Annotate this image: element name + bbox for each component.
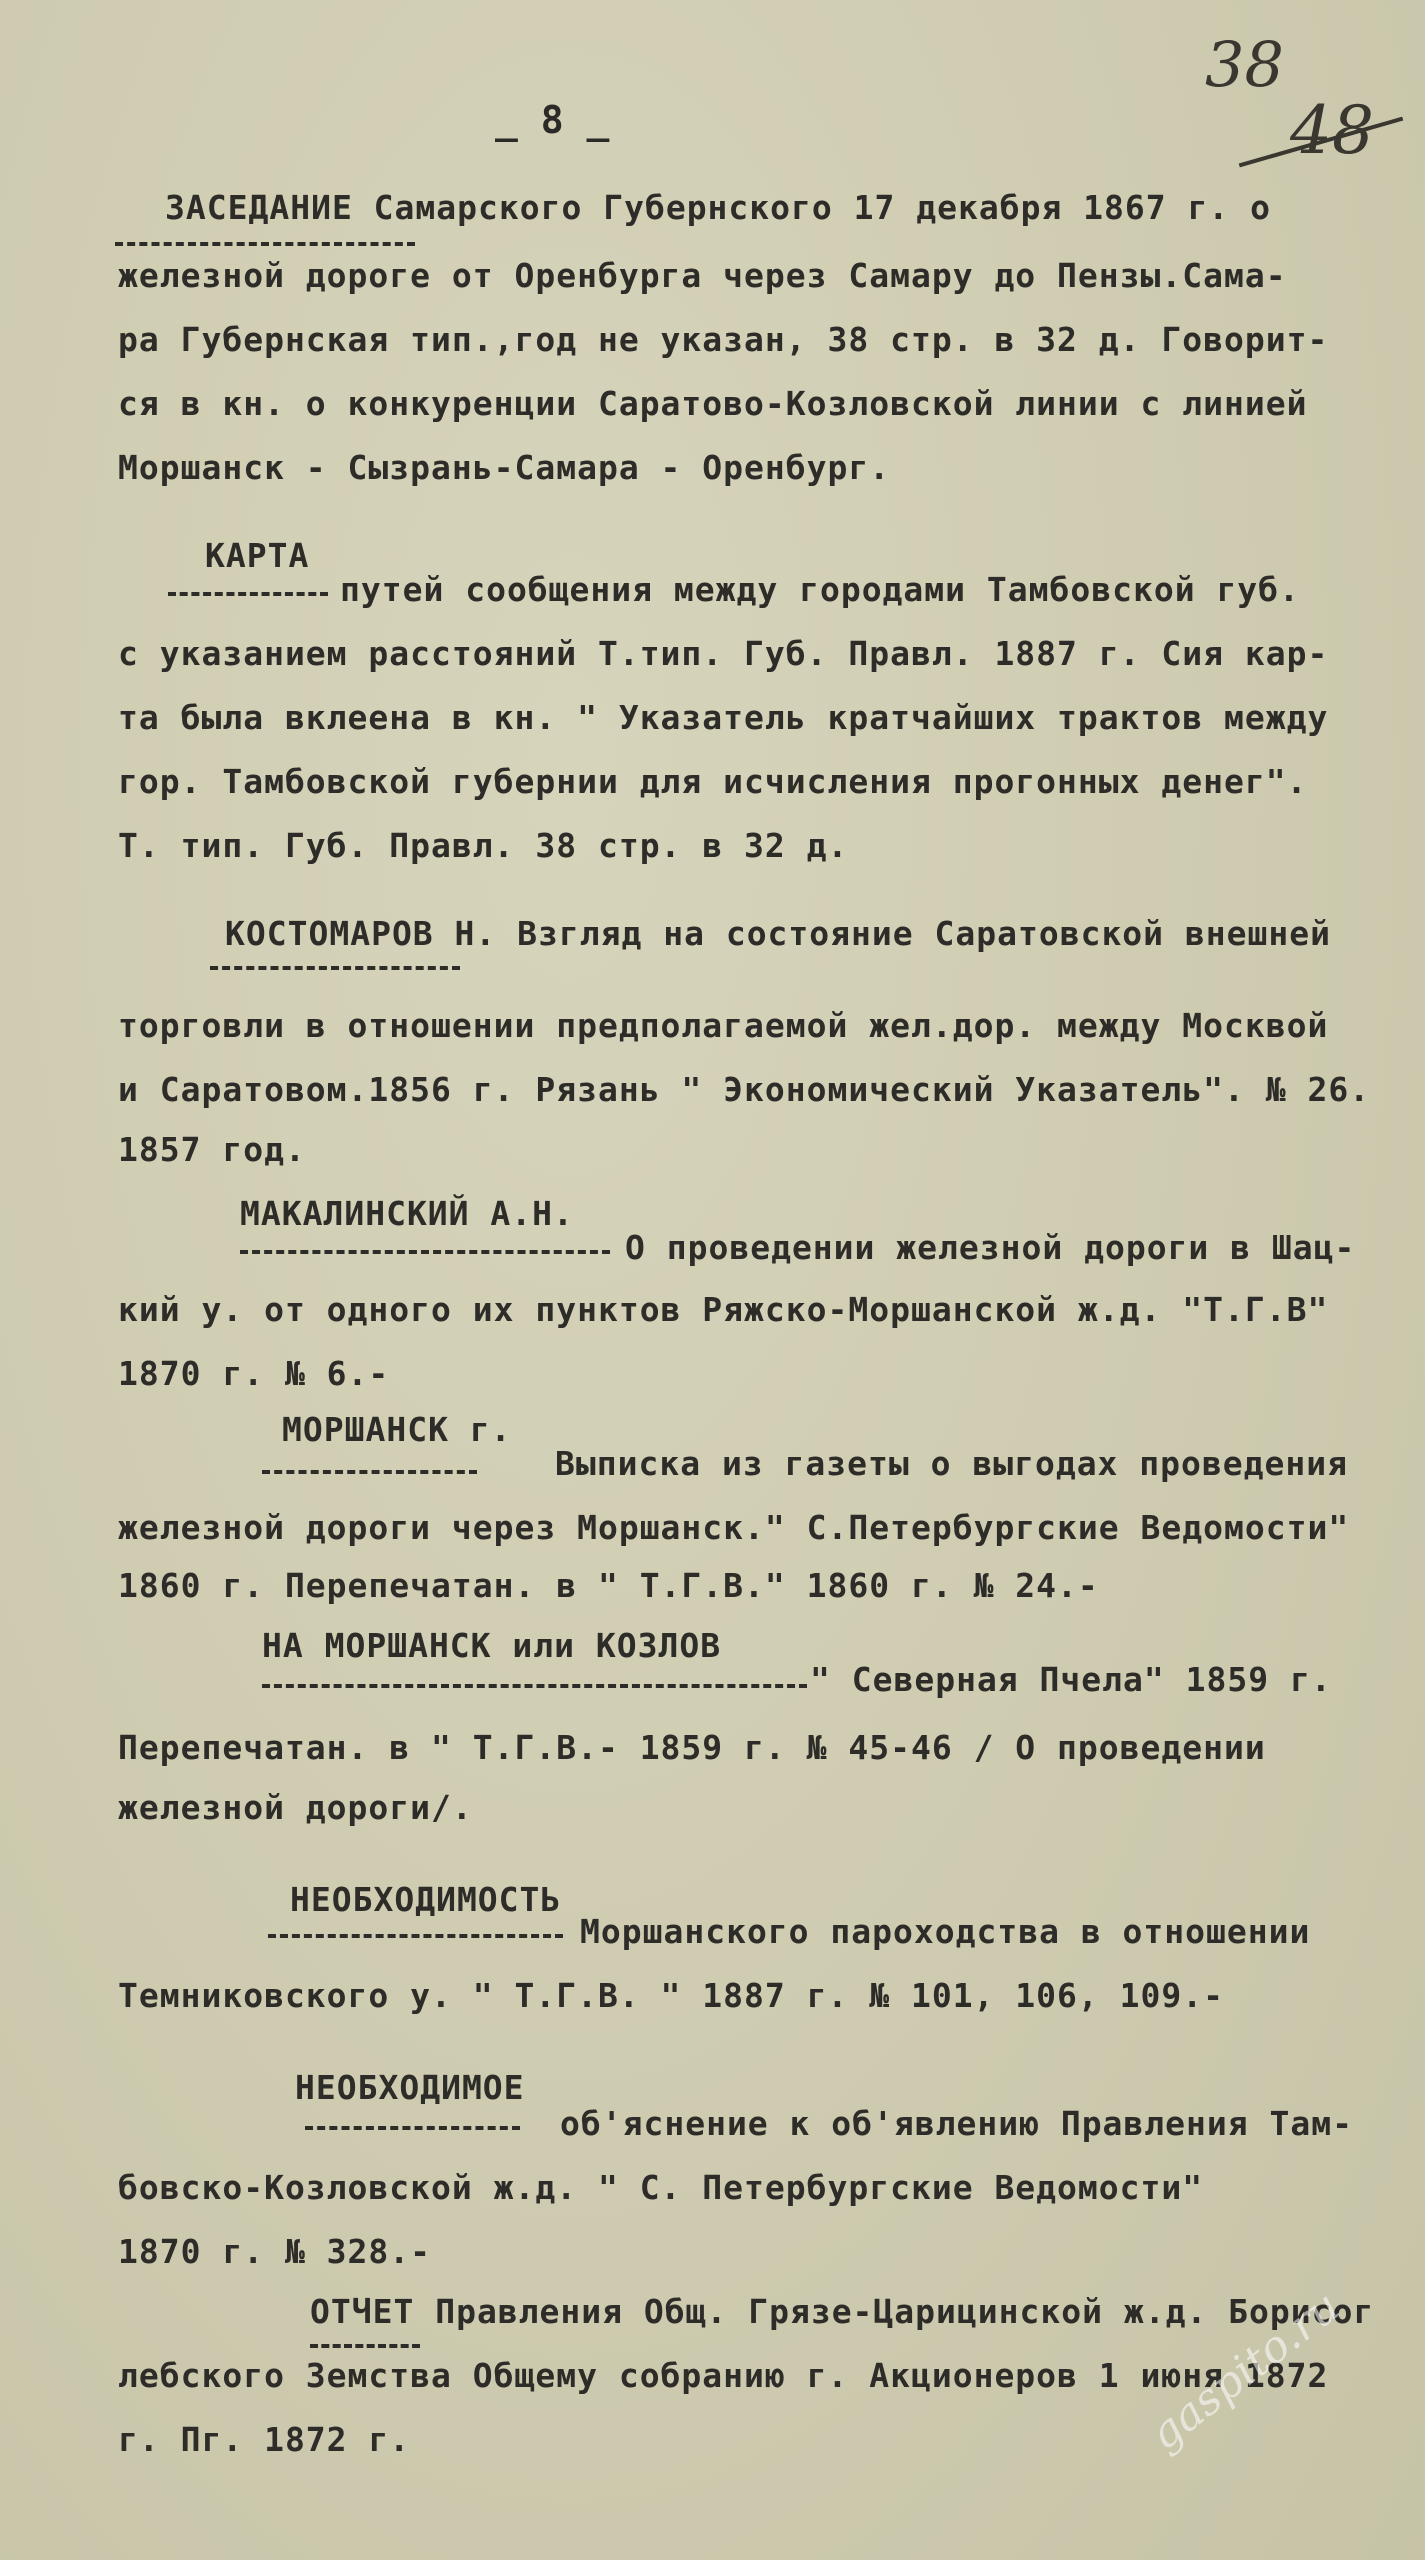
entry-3-line-3: и Саратовом.1856 г. Рязань " Экономический Указатель". № 26. (118, 1070, 1371, 1109)
entry-2-line-4: гор. Тамбовской губернии для исчисления прогонных денег". (118, 762, 1308, 801)
watermark: gaspito.ru (1140, 2280, 1350, 2461)
entry-5-heading: МОРШАНСК г. (282, 1410, 512, 1449)
entry-3-line-1: КОСТОМАРОВ Н. Взгляд на состояние Саратовской внешней (225, 914, 1331, 953)
entry-1-line-4: ся в кн. о конкуренции Саратово-Козловской линии с линией (118, 384, 1308, 423)
entry-6-line-2: Перепечатан. в " Т.Г.В.- 1859 г. № 45-46 / О проведении (118, 1728, 1266, 1767)
entry-3-line-2: торговли в отношении предполагаемой жел.дор. между Москвой (118, 1006, 1329, 1045)
page-number: _ 8 _ (495, 98, 610, 142)
entry-8-line-2: бовско-Козловской ж.д. " С. Петербургские Ведомости" (118, 2168, 1204, 2207)
entry-5-line-1: Выписка из газеты о выгодах проведения (555, 1444, 1348, 1483)
entry-5-dash (262, 1470, 477, 1474)
entry-6-dash (262, 1684, 807, 1688)
entry-1-underline (115, 242, 415, 246)
entry-2-dash (168, 592, 328, 596)
entry-8-heading: НЕОБХОДИМОЕ (295, 2068, 525, 2107)
entry-4-line-1: О проведении железной дороги в Шац- (625, 1228, 1356, 1267)
entry-5-line-2: железной дороги через Моршанск." С.Петербургские Ведомости" (118, 1508, 1350, 1547)
entry-6-line-1: " Северная Пчела" 1859 г. (810, 1660, 1332, 1699)
entry-6-line-3: железной дороги/. (118, 1788, 473, 1827)
entry-6-heading: НА МОРШАНСК или КОЗЛОВ (262, 1626, 722, 1665)
entry-9-line-2: лебского Земства Общему собранию г. Акционеров 1 июня 1872 (118, 2356, 1329, 2395)
entry-7-line-2: Темниковского у. " Т.Г.В. " 1887 г. № 101, 106, 109.- (118, 1976, 1224, 2015)
entry-9-line-3: г. Пг. 1872 г. (118, 2420, 411, 2459)
entry-7-line-1: Моршанского пароходства в отношении (580, 1912, 1311, 1951)
entry-3-line-4: 1857 год. (118, 1130, 306, 1169)
entry-1-line-3: ра Губернская тип.,год не указан, 38 стр. в 32 д. Говорит- (118, 320, 1329, 359)
entry-4-line-3: 1870 г. № 6.- (118, 1354, 390, 1393)
entry-2-line-5: Т. тип. Губ. Правл. 38 стр. в 32 д. (118, 826, 849, 865)
entry-8-dash (305, 2126, 520, 2130)
entry-3-underline (210, 966, 460, 970)
archive-folio-number-crossed: 48 (1290, 92, 1374, 169)
entry-2-line-2: с указанием расстояний Т.тип. Губ. Правл. 1887 г. Сия кар- (118, 634, 1329, 673)
entry-7-heading: НЕОБХОДИМОСТЬ (290, 1880, 562, 1919)
entry-2-heading: КАРТА (205, 536, 310, 575)
entry-7-dash (268, 1934, 563, 1938)
entry-8-line-3: 1870 г. № 328.- (118, 2232, 432, 2271)
entry-9-line-1: ОТЧЕТ Правления Общ. Грязе-Царицинской ж.д. Борисог (310, 2292, 1375, 2331)
entry-2-line-1: путей сообщения между городами Тамбовской губ. (340, 570, 1300, 609)
entry-4-heading: МАКАЛИНСКИЙ А.Н. (240, 1194, 574, 1233)
entry-4-dash (240, 1250, 610, 1254)
entry-5-line-3: 1860 г. Перепечатан. в " Т.Г.В." 1860 г. № 24.- (118, 1566, 1099, 1605)
entry-2-line-3: та была вклеена в кн. " Указатель кратчайших трактов между (118, 698, 1329, 737)
entry-8-line-1: об'яснение к об'явлению Правления Там- (560, 2104, 1353, 2143)
archive-folio-number: 38 (1205, 28, 1284, 101)
entry-4-line-2: кий у. от одного их пунктов Ряжско-Моршанской ж.д. "Т.Г.В" (118, 1290, 1329, 1329)
entry-1-line-1: ЗАСЕДАНИЕ Самарского Губернского 17 декабря 1867 г. о (165, 188, 1271, 227)
entry-1-line-2: железной дороге от Оренбурга через Самару до Пензы.Сама- (118, 256, 1287, 295)
entry-1-line-5: Моршанск - Сызрань-Самара - Оренбург. (118, 448, 891, 487)
entry-9-underline (310, 2344, 420, 2348)
